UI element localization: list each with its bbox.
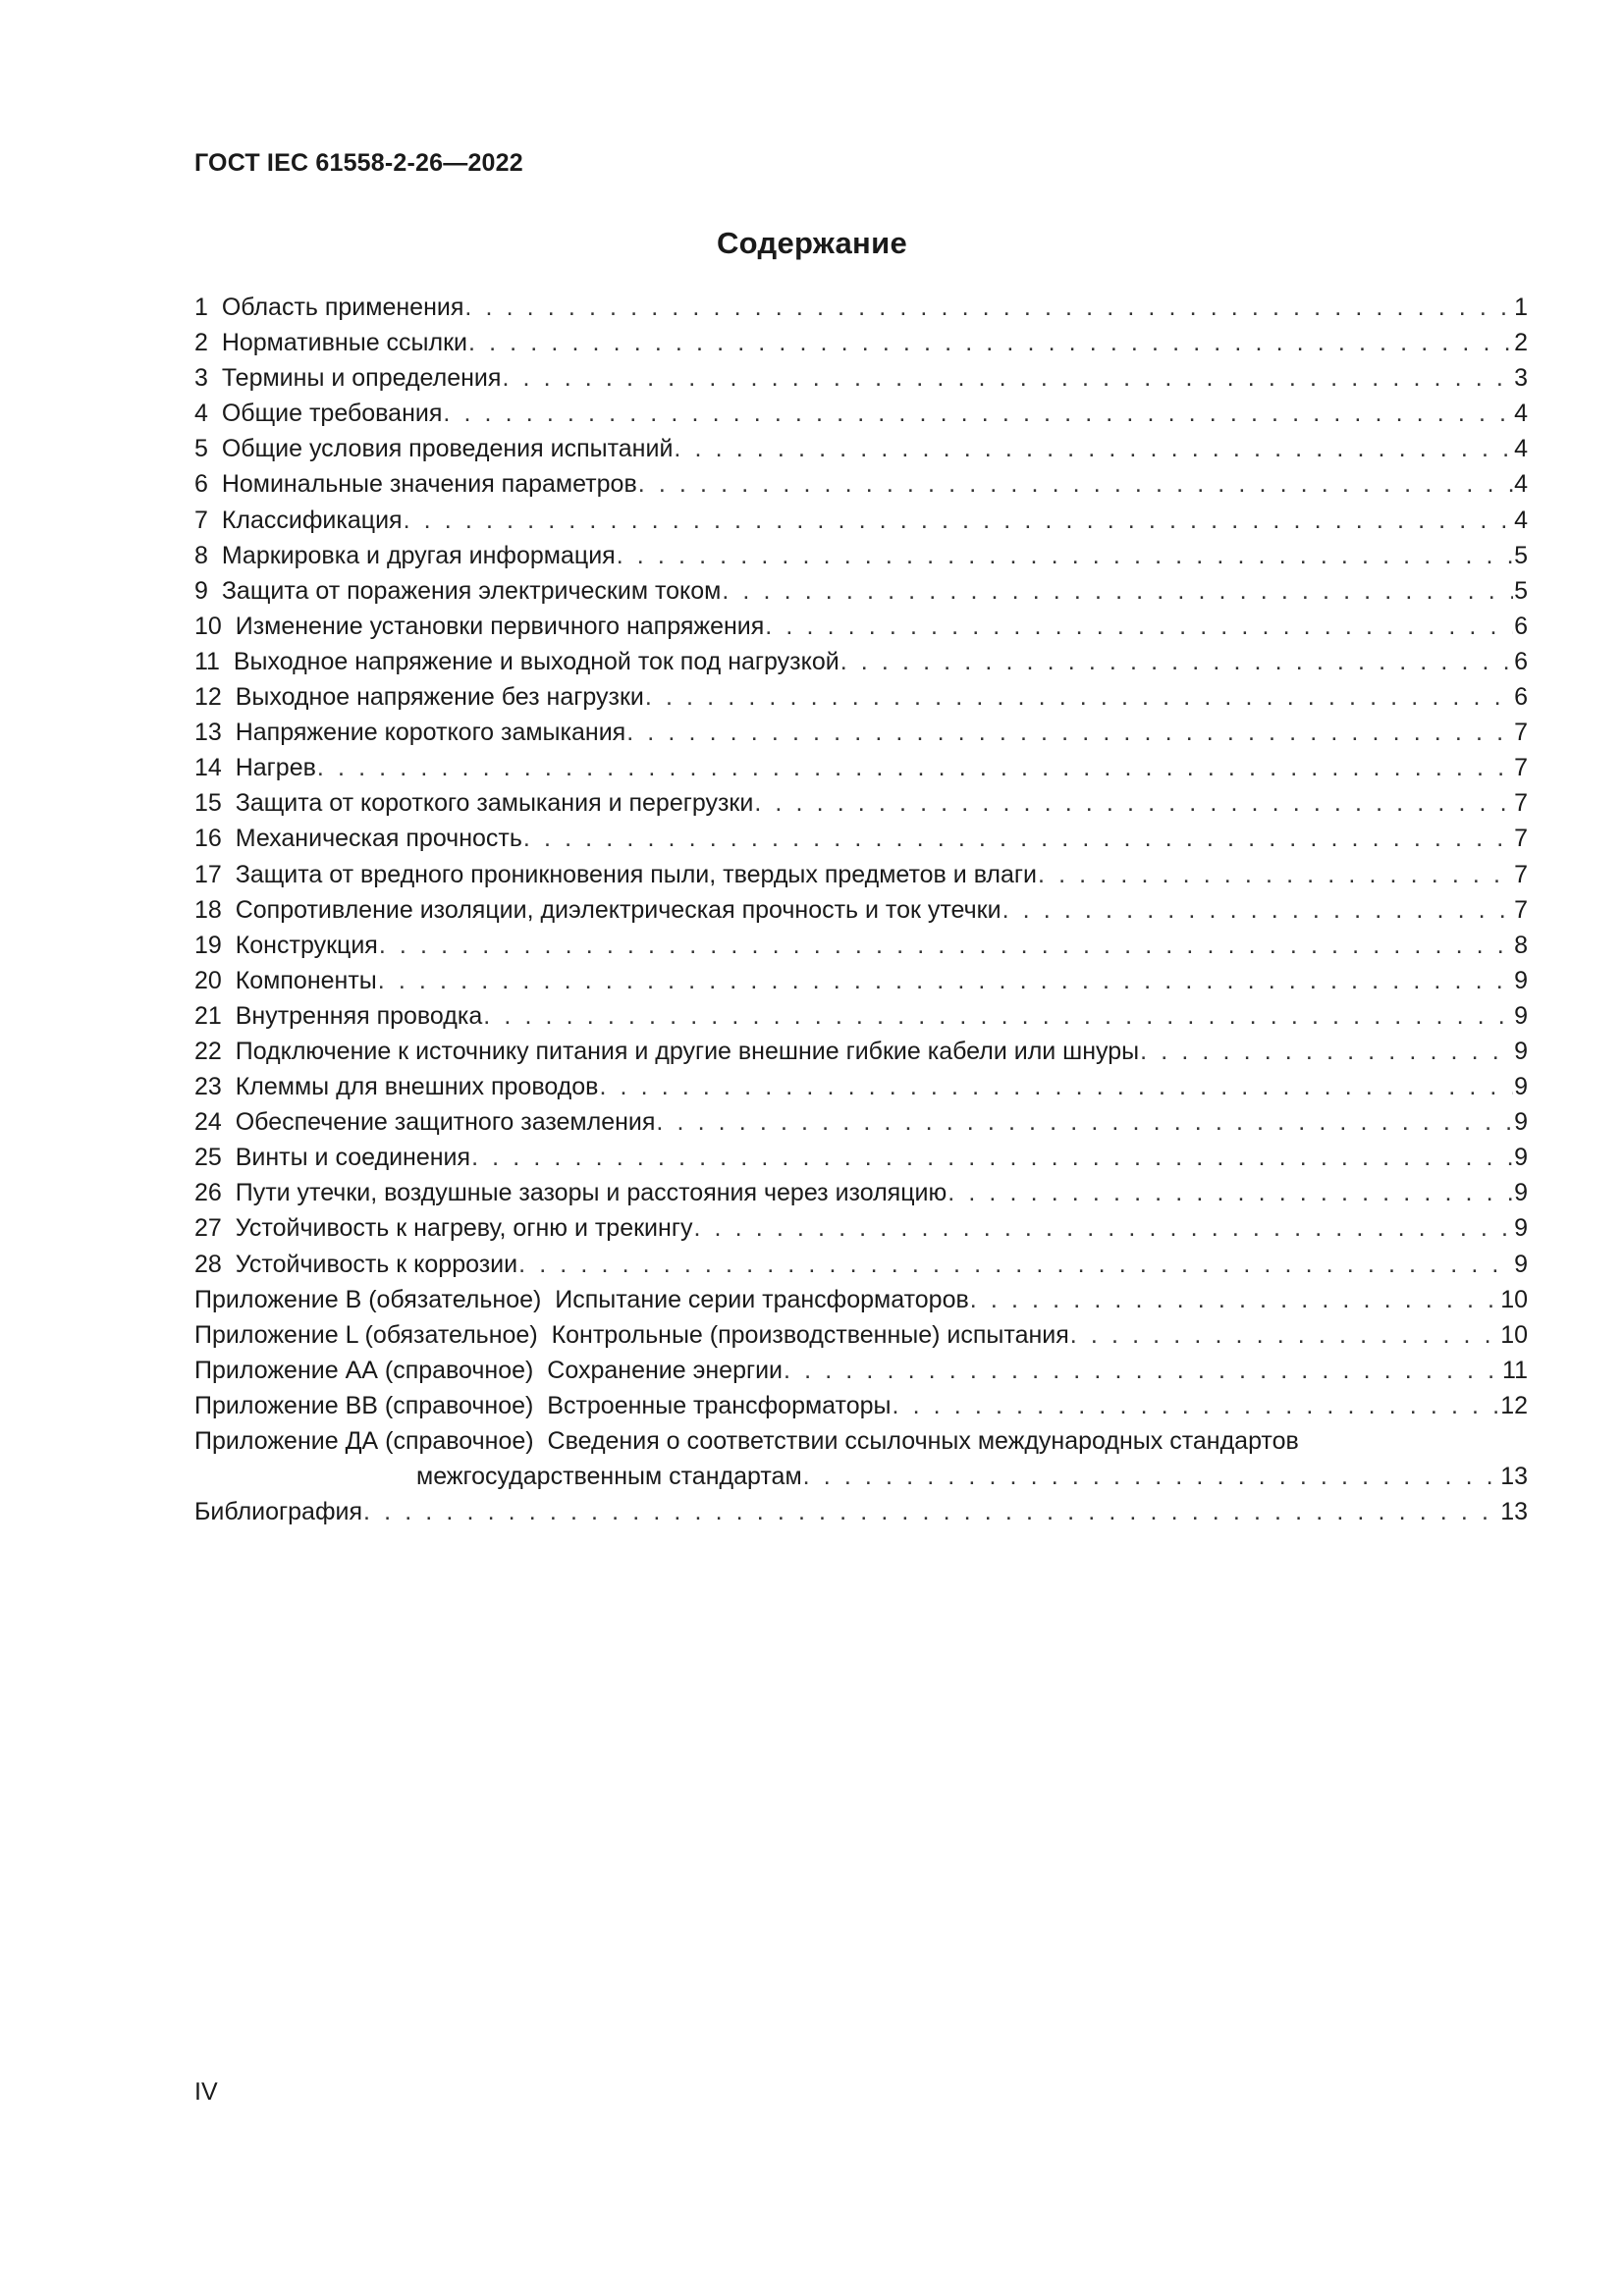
entry-page: 8 — [1514, 931, 1528, 959]
entry-title: Выходное напряжение и выходной ток под нагрузкой — [233, 647, 839, 675]
entry-title: Обеспечение защитного заземления — [235, 1108, 656, 1137]
toc-entry[interactable] — [194, 503, 1528, 538]
entry-page: 4 — [1514, 506, 1528, 534]
dot-leader — [840, 644, 1513, 679]
entry-page: 5 — [1514, 541, 1528, 569]
toc-entry[interactable] — [194, 857, 1528, 892]
entry-page: 7 — [1514, 825, 1528, 853]
entry-title: Нагрев — [235, 754, 316, 782]
entry-page: 2 — [1514, 329, 1528, 357]
toc-entry[interactable] — [194, 1104, 1528, 1140]
dot-leader — [443, 396, 1513, 431]
entry-page: 12 — [1500, 1391, 1528, 1419]
dot-leader — [363, 1494, 1499, 1529]
entry-title-line2: межгосударственным стандартам — [416, 1463, 802, 1491]
annex-label: Приложение В (обязательное) — [194, 1285, 542, 1313]
entry-title: Клеммы для внешних проводов — [235, 1073, 599, 1101]
entry-title: Подключение к источнику питания и другие внешние гибкие кабели или шнуры — [235, 1037, 1140, 1065]
entry-page: 9 — [1514, 966, 1528, 994]
entry-number: 10 — [194, 612, 222, 640]
dot-leader — [1002, 892, 1514, 928]
toc-entry-annex[interactable] — [194, 1353, 1528, 1388]
entry-page: 4 — [1514, 400, 1528, 428]
entry-page: 9 — [1514, 1108, 1528, 1137]
toc-entry[interactable] — [194, 715, 1528, 750]
entry-title: Напряжение короткого замыкания — [235, 719, 626, 747]
entry-page: 1 — [1514, 294, 1528, 321]
annex-label: Приложение L (обязательное) — [194, 1320, 538, 1349]
entry-title: Защита от вредного проникновения пыли, твердых предметов и влаги — [235, 860, 1037, 888]
entry-number: 9 — [194, 576, 208, 605]
toc-entry[interactable] — [194, 466, 1528, 502]
entry-title: Компоненты — [235, 966, 377, 994]
annex-label: Приложение ДА (справочное) — [194, 1427, 534, 1455]
entry-title: Конструкция — [235, 931, 378, 959]
toc-entry[interactable] — [194, 821, 1528, 856]
dot-leader — [947, 1175, 1513, 1210]
toc-entry[interactable] — [194, 1069, 1528, 1104]
entry-title: Сопротивление изоляции, диэлектрическая прочность и ток утечки — [235, 895, 1001, 924]
toc-entry[interactable] — [194, 1175, 1528, 1210]
entry-number: 21 — [194, 1001, 222, 1030]
toc-entry[interactable] — [194, 750, 1528, 785]
entry-number: 14 — [194, 754, 222, 782]
dot-leader — [317, 750, 1513, 785]
entry-page: 6 — [1514, 683, 1528, 712]
entry-number: 3 — [194, 364, 208, 393]
entry-number: 11 — [194, 647, 220, 675]
toc-entry[interactable] — [194, 1034, 1528, 1069]
entry-number: 26 — [194, 1179, 222, 1207]
entry-number: 2 — [194, 329, 208, 357]
entry-number: 25 — [194, 1144, 222, 1172]
toc-entry[interactable] — [194, 573, 1528, 609]
dot-leader — [626, 715, 1513, 750]
entry-title: Классификация — [221, 506, 403, 534]
annex-label: Приложение ВВ (справочное) — [194, 1391, 534, 1419]
dot-leader — [599, 1069, 1513, 1104]
entry-title: Библиография — [194, 1498, 363, 1526]
dot-leader — [645, 679, 1513, 715]
toc-entry[interactable] — [194, 644, 1528, 679]
entry-number: 22 — [194, 1037, 222, 1065]
dot-leader — [803, 1459, 1500, 1494]
toc-entry[interactable] — [194, 679, 1528, 715]
entry-page: 3 — [1514, 364, 1528, 393]
dot-leader — [502, 360, 1513, 396]
dot-leader — [1140, 1034, 1513, 1069]
entry-number: 18 — [194, 895, 222, 924]
entry-number: 13 — [194, 719, 222, 747]
entry-page: 9 — [1514, 1001, 1528, 1030]
entry-title: Защита от короткого замыкания и перегрузки — [235, 789, 754, 818]
dot-leader — [765, 609, 1513, 644]
toc-entry[interactable] — [194, 290, 1528, 325]
entry-page: 9 — [1514, 1144, 1528, 1172]
toc-entry[interactable] — [194, 1247, 1528, 1282]
entry-title: Устойчивость к коррозии — [235, 1250, 518, 1278]
entry-title: Нормативные ссылки — [221, 329, 467, 357]
entry-title: Общие условия проведения испытаний — [221, 435, 674, 463]
annex-label: Приложение АА (справочное) — [194, 1356, 534, 1384]
entry-page: 9 — [1514, 1250, 1528, 1278]
toc-entry[interactable] — [194, 538, 1528, 573]
toc-entry[interactable] — [194, 325, 1528, 360]
entry-title: Общие требования — [221, 400, 443, 428]
entry-title: Устойчивость к нагреву, огню и трекингу — [235, 1214, 693, 1243]
toc-entry-annex-da[interactable] — [194, 1423, 1528, 1494]
entry-page: 9 — [1514, 1073, 1528, 1101]
entry-page: 7 — [1514, 719, 1528, 747]
entry-title: Пути утечки, воздушные зазоры и расстояния через изоляцию — [235, 1179, 947, 1207]
entry-title: Внутренняя проводка — [235, 1001, 483, 1030]
entry-page: 7 — [1514, 895, 1528, 924]
toc-entry[interactable] — [194, 998, 1528, 1034]
toc-entry[interactable] — [194, 928, 1528, 963]
entry-title: Встроенные трансформаторы — [547, 1391, 892, 1419]
toc-entry[interactable] — [194, 609, 1528, 644]
toc-entry[interactable] — [194, 360, 1528, 396]
entry-page: 13 — [1500, 1498, 1528, 1526]
entry-page: 7 — [1514, 860, 1528, 888]
entry-number: 15 — [194, 789, 222, 818]
entry-page: 10 — [1500, 1285, 1528, 1313]
toc-title: Содержание — [717, 226, 907, 260]
dot-leader — [1070, 1317, 1499, 1353]
dot-leader — [970, 1282, 1499, 1317]
dot-leader — [523, 821, 1513, 856]
toc-entry-annex[interactable] — [194, 1317, 1528, 1353]
entry-page: 13 — [1500, 1463, 1528, 1491]
dot-leader — [693, 1210, 1513, 1246]
entry-number: 17 — [194, 860, 222, 888]
entry-title: Испытание серии трансформаторов — [555, 1285, 969, 1313]
entry-page: 6 — [1514, 612, 1528, 640]
entry-page: 5 — [1514, 576, 1528, 605]
entry-page: 4 — [1514, 435, 1528, 463]
entry-title: Контрольные (производственные) испытания — [551, 1320, 1069, 1349]
dot-leader — [468, 325, 1513, 360]
entry-title: Номинальные значения параметров — [221, 470, 637, 499]
document-code: ГОСТ IEC 61558-2-26—2022 — [194, 149, 523, 177]
entry-page: 6 — [1514, 647, 1528, 675]
entry-number: 4 — [194, 400, 208, 428]
entry-title: Выходное напряжение без нагрузки — [235, 683, 644, 712]
toc-entry[interactable] — [194, 892, 1528, 928]
entry-title: Маркировка и другая информация — [221, 541, 616, 569]
entry-page: 4 — [1514, 470, 1528, 499]
dot-leader — [483, 998, 1513, 1034]
toc-entry[interactable] — [194, 1140, 1528, 1175]
entry-number: 6 — [194, 470, 208, 499]
entry-number: 16 — [194, 825, 222, 853]
entry-number: 12 — [194, 683, 222, 712]
toc-entry[interactable] — [194, 785, 1528, 821]
entry-page: 11 — [1502, 1356, 1528, 1384]
toc-entry-annex[interactable] — [194, 1388, 1528, 1423]
entry-number: 8 — [194, 541, 208, 569]
dot-leader — [378, 963, 1513, 998]
dot-leader — [892, 1388, 1499, 1423]
entry-page: 9 — [1514, 1179, 1528, 1207]
entry-number: 7 — [194, 506, 208, 534]
entry-title-line1: Сведения о соответствии ссылочных международных стандартов — [547, 1427, 1299, 1455]
entry-title: Механическая прочность — [235, 825, 522, 853]
dot-leader — [754, 785, 1513, 821]
dot-leader — [471, 1140, 1513, 1175]
toc-entry[interactable] — [194, 431, 1528, 466]
entry-page: 9 — [1514, 1037, 1528, 1065]
entry-title: Сохранение энергии — [547, 1356, 784, 1384]
dot-leader — [464, 290, 1513, 325]
dot-leader — [617, 538, 1513, 573]
dot-leader — [379, 928, 1513, 963]
dot-leader — [674, 431, 1513, 466]
entry-number: 5 — [194, 435, 208, 463]
entry-number: 19 — [194, 931, 222, 959]
entry-page: 7 — [1514, 789, 1528, 818]
entry-title: Область применения — [221, 294, 464, 321]
entry-number: 24 — [194, 1108, 222, 1137]
toc-entry-bibliography[interactable] — [194, 1494, 1528, 1529]
table-of-contents — [194, 290, 1528, 1529]
entry-title: Термины и определения — [221, 364, 502, 393]
toc-entry[interactable] — [194, 396, 1528, 431]
entry-page: 7 — [1514, 754, 1528, 782]
toc-entry-annex[interactable] — [194, 1282, 1528, 1317]
entry-page: 10 — [1500, 1320, 1528, 1349]
entry-title: Винты и соединения — [235, 1144, 471, 1172]
entry-number: 28 — [194, 1250, 222, 1278]
page-number: IV — [194, 2078, 218, 2106]
dot-leader — [638, 466, 1513, 502]
entry-title: Защита от поражения электрическим током — [221, 576, 722, 605]
dot-leader — [1038, 857, 1513, 892]
entry-title: Изменение установки первичного напряжения — [235, 612, 765, 640]
toc-entry[interactable] — [194, 963, 1528, 998]
dot-leader — [722, 573, 1513, 609]
dot-leader — [656, 1104, 1513, 1140]
dot-leader — [518, 1247, 1513, 1282]
entry-number: 27 — [194, 1214, 222, 1243]
dot-leader — [784, 1353, 1501, 1388]
entry-number: 1 — [194, 294, 208, 321]
entry-number: 23 — [194, 1073, 222, 1101]
toc-entry[interactable] — [194, 1210, 1528, 1246]
dot-leader — [404, 503, 1514, 538]
entry-number: 20 — [194, 966, 222, 994]
entry-page: 9 — [1514, 1214, 1528, 1243]
